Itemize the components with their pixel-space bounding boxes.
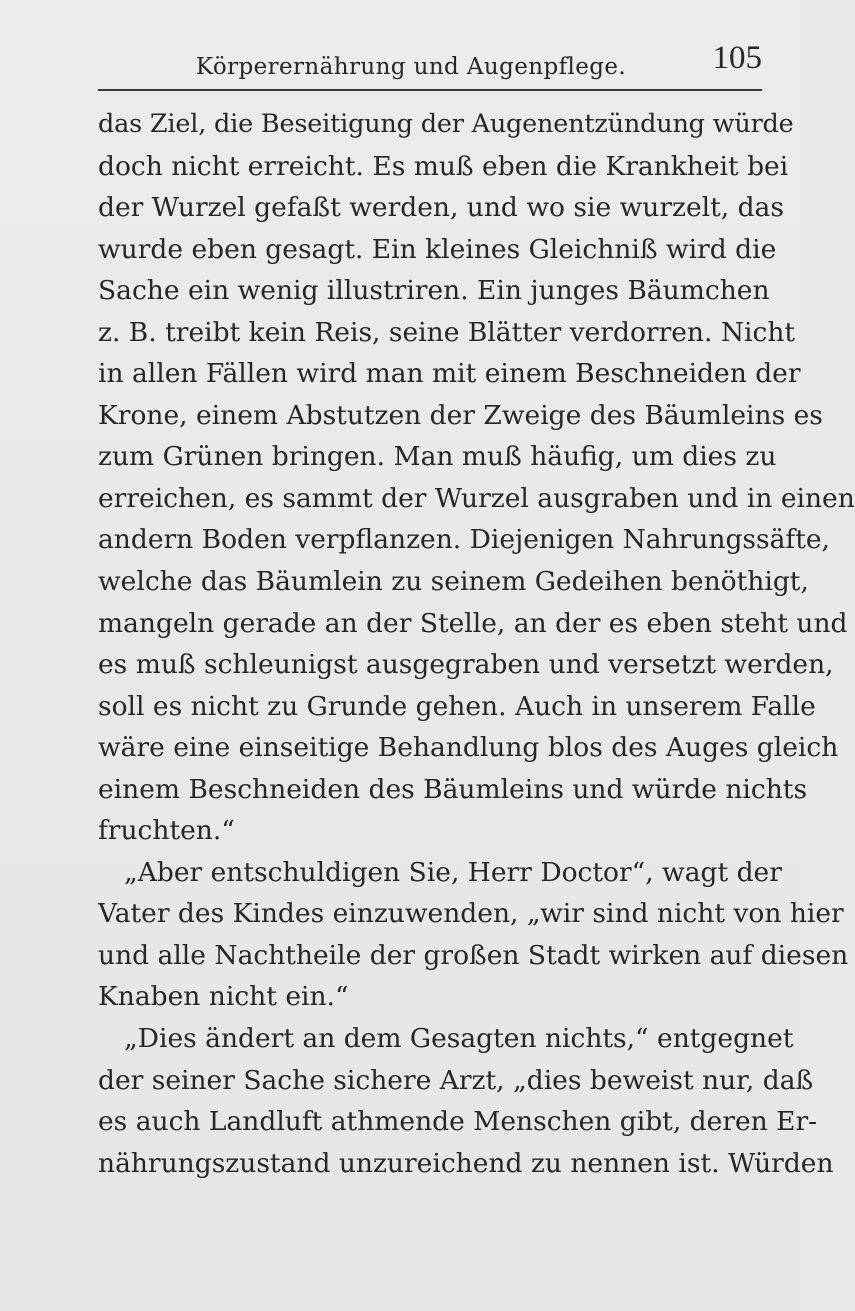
text-line: zum Grünen bringen. Man muß häufig, um dies zu [98,441,777,473]
text-line: wäre eine einseitige Behandlung blos des Auges gleich [98,732,839,764]
body-text [98,104,855,1184]
text-line: Knaben nicht ein.“ [98,981,349,1013]
running-title: Körperernährung und Augenpflege. [195,54,627,80]
text-line: erreichen, es sammt der Wurzel ausgraben und in einen [98,482,855,514]
text-line: doch nicht erreicht. Es muß eben die Krankheit bei [98,150,789,182]
text-line: fruchten.“ [98,815,235,847]
text-line: welche das Bäumlein zu seinem Gedeihen benöthigt, [98,566,809,598]
text-line: wurde eben gesagt. Ein kleines Gleichniß wird die [98,233,777,265]
text-line: „Aber entschuldigen Sie, Herr Doctor“, wagt der [124,856,782,888]
text-line: der Wurzel gefaßt werden, und wo sie wurzelt, das [98,192,784,224]
text-line: Vater des Kindes einzuwenden, „wir sind nicht von hier [98,898,844,930]
text-line: nährungszustand unzureichend zu nennen ist. Würden [98,1147,834,1179]
text-line: der seiner Sache sichere Arzt, „dies beweist nur, daß [98,1064,814,1096]
text-line: Krone, einem Abstutzen der Zweige des Bäumleins es [98,399,823,431]
text-line: und alle Nachtheile der großen Stadt wirken auf diesen [98,939,849,971]
header-rule [98,89,762,91]
text-line: es auch Landluft athmende Menschen gibt, deren Er- [98,1106,818,1138]
text-line: einem Beschneiden des Bäumleins und würde nichts [98,773,808,805]
text-line: in allen Fällen wird man mit einem Beschneiden der [98,358,801,390]
text-line: es muß schleunigst ausgegraben und versetzt werden, [98,649,834,681]
text-line: „Dies ändert an dem Gesagten nichts,“ entgegnet [124,1023,794,1055]
text-line: z. B. treibt kein Reis, seine Blätter verdorren. Nicht [98,316,796,348]
text-line: soll es nicht zu Grunde gehen. Auch in unserem Falle [98,690,816,722]
text-line: Sache ein wenig illustriren. Ein junges Bäumchen [98,275,770,307]
text-line: andern Boden verpflanzen. Diejenigen Nahrungssäfte, [98,524,830,556]
text-line: mangeln gerade an der Stelle, an der es eben steht und [98,607,848,639]
running-head [60,36,762,86]
text-line: das Ziel, die Beseitigung der Augenentzündung würde [98,109,794,139]
page-number: 105 [712,40,762,76]
